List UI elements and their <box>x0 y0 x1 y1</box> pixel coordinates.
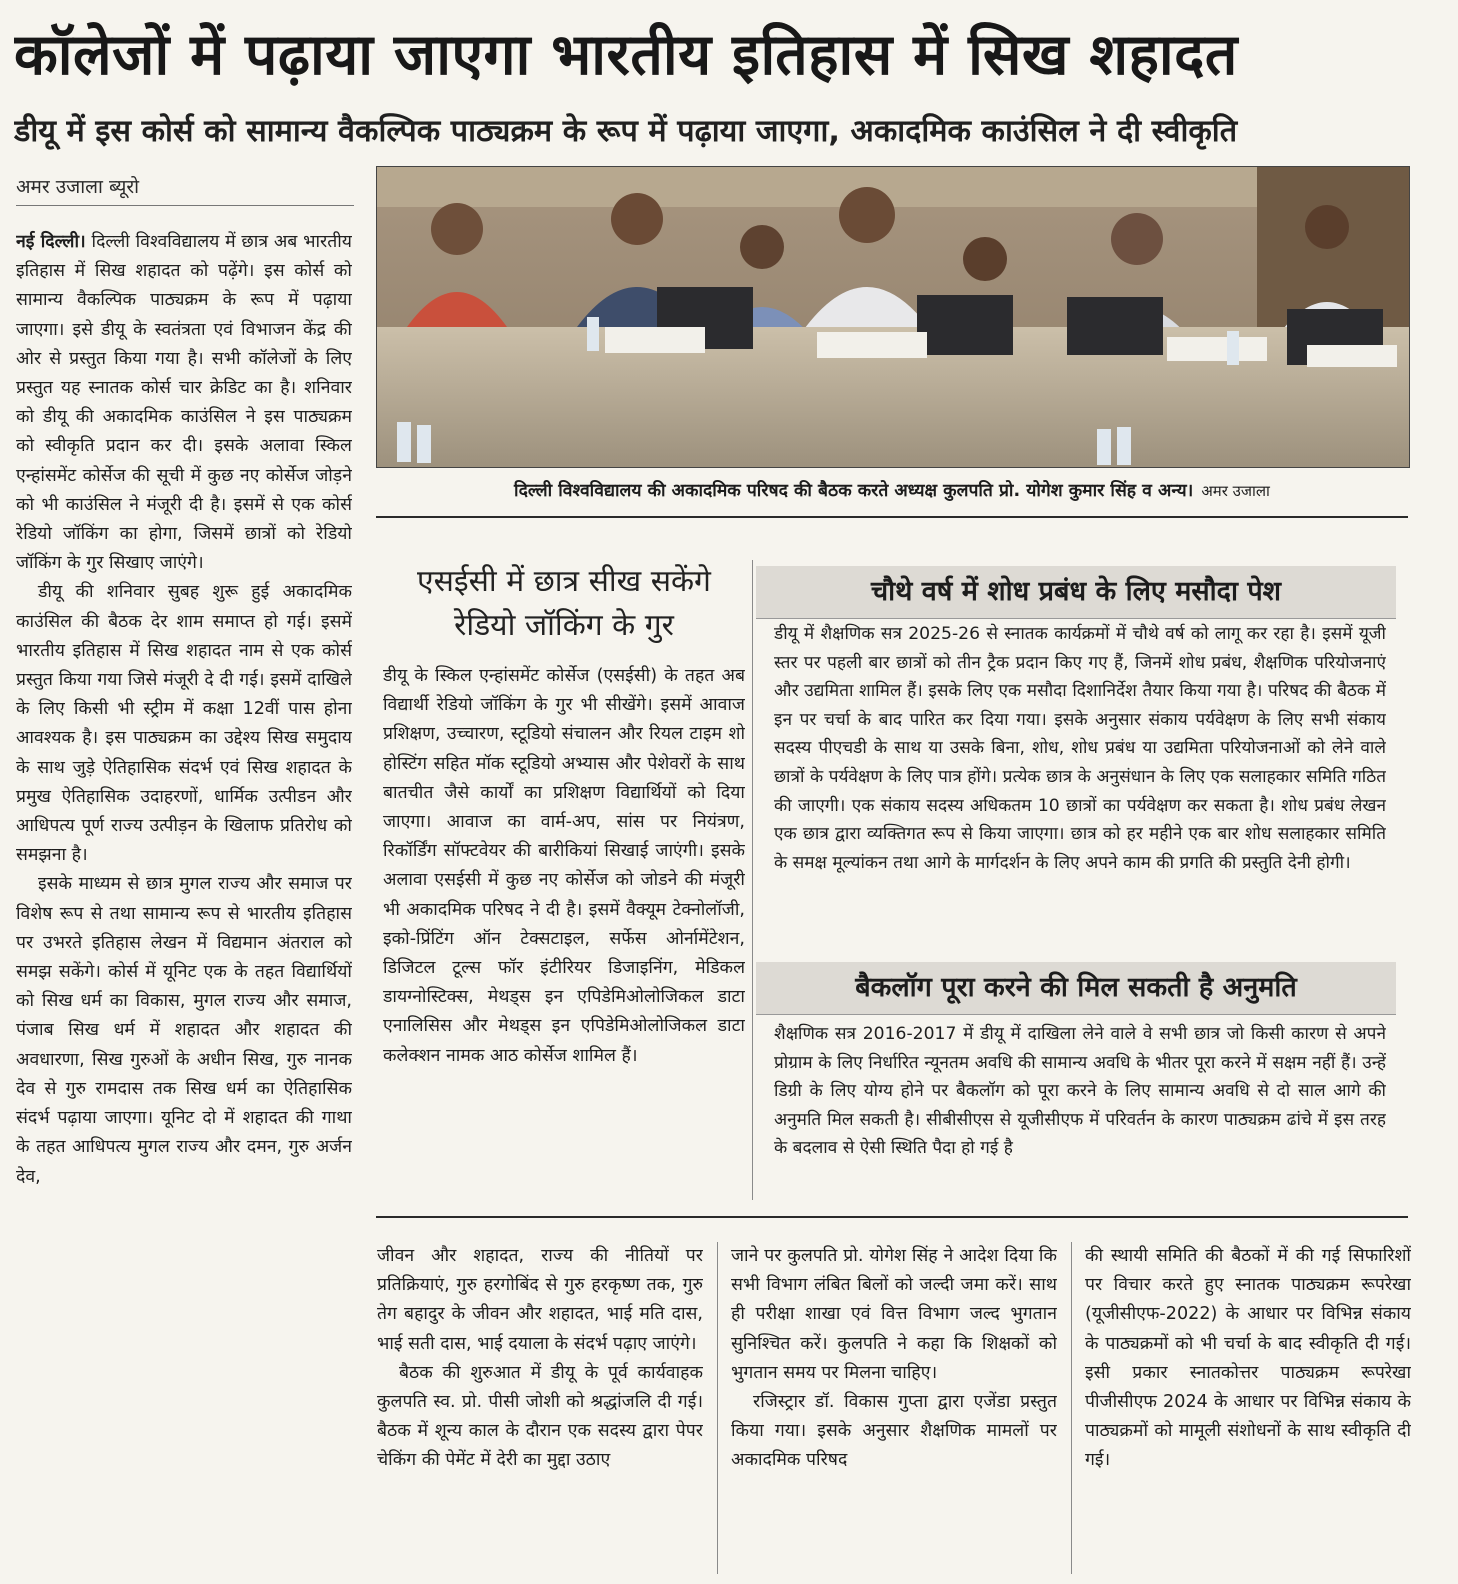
main-article-column <box>16 228 352 1578</box>
column-divider <box>717 1242 718 1574</box>
backlog-story-title: बैकलॉग पूरा करने की मिल सकती है अनुमति <box>756 962 1396 1015</box>
sec-story-body: डीयू के स्किल एन्हांसमेंट कोर्सेज (एसईसी) के तहत अब विद्यार्थी रेडियो जॉकिंग के गुर भी सीखेंगे। इसमें आवाज प्रशिक्षण, उच्चारण, स्टूडियो संचालन और रियल टाइम शो होस्टिंग सहित मॉक स्टूडियो अभ्यास और पेशेवरों के साथ बातचीत जैसे कार्यों का प्रशिक्षण विद्यार्थियों को दिया जाएगा। आवाज का वार्म-अप, सांस पर नियंत्रण, रिकॉर्डिंग सॉफ्टवेयर की बारीकियां सिखाई जाएंगी। इसके अलावा एसईसी में कुछ नए कोर्सेज को जोडने की मंजूरी भी अकादमिक परिषद ने दी है। इसमें वैक्यूम टेक्नोलॉजी, इको-प्रिंटिंग ऑन टेक्सटाइल, सर्फेस ओर्नामेंटेशन, डिजिटल टूल्स फॉर इंटीरियर डिजाइनिंग, मेडिकल डायग्नोस्टिक्स, मेथड्स इन एपिडेमिओलोजिकल डाटा एनालिसिस और मेथड्स इन एपिडेमिओलोजिकल डाटा कलेक्शन नामक आठ कोर्सेज शामिल हैं। <box>383 666 745 1066</box>
continuation-paragraph: रजिस्ट्रार डॉ. विकास गुप्ता द्वारा एजेंडा प्रस्तुत किया गया। इसके अनुसार शैक्षणिक मामलों पर अकादमिक परिषद <box>731 1392 1057 1471</box>
continuation-paragraph: जाने पर कुलपति प्रो. योगेश सिंह ने आदेश दिया कि सभी विभाग लंबित बिलों को जल्दी जमा करें। साथ ही परीक्षा शाखा एवं वित्त विभाग जल्द भुगतान सुनिश्चित करें। कुलपति ने कहा कि शिक्षकों को भुगतान समय पर मिलना चाहिए। <box>731 1246 1057 1383</box>
sec-radio-jockey-story <box>383 560 745 1200</box>
continuation-column-2 <box>731 1242 1057 1574</box>
byline: अमर उजाला ब्यूरो <box>16 176 140 198</box>
headline: कॉलेजों में पढ़ाया जाएगा भारतीय इतिहास में सिख शहादत <box>14 22 1238 88</box>
photo-caption <box>376 474 1408 508</box>
section-divider <box>376 516 1408 518</box>
dateline: नई दिल्ली। <box>16 232 86 252</box>
backlog-story-body: शैक्षणिक सत्र 2016-2017 में डीयू में दाखिला लेने वाले वे सभी छात्र जो किसी कारण से अपने प्रोग्राम के लिए निर्धारित न्यूनतम अवधि की सामान्य अवधि के भीतर पूरा करने में सक्षम नहीं हैं। उन्हें डिग्री के लिए योग्य होने पर बैकलॉग को पूरा करने के लिए सामान्य अवधि से दो साल आगे की अनुमति मिल सकती है। सीबीसीएस से यूजीसीएफ में परिवर्तन के कारण पाठ्यक्रम ढांचे में इस तरह के बदलाव से ऐसी स्थिति पैदा हो गई है <box>774 1024 1386 1159</box>
fourth-year-story-body: डीयू में शैक्षणिक सत्र 2025-26 से स्नातक कार्यक्रमों में चौथे वर्ष को लागू कर रहा है। इसमें यूजी स्तर पर पहली बार छात्रों को तीन ट्रैक प्रदान किए गए हैं, जिनमें शोध प्रबंध, शैक्षणिक परियोजनाएं और उद्यमिता शामिल हैं। इसके लिए एक मसौदा दिशानिर्देश तैयार किया गया है। परिषद की बैठक में इन पर चर्चा के बाद पारित कर दिया गया। इसके अनुसार संकाय पर्यवेक्षण के लिए सभी संकाय सदस्य पीएचडी के साथ या उसके बिना, शोध, शोध प्रबंध या उद्यमिता परियोजनाओं को लेने वाले छात्रों के पर्यवेक्षण के लिए पात्र होंगे। प्रत्येक छात्र के अनुसंधान के लिए एक सलाहकार समिति गठित की जाएगी। एक संकाय सदस्य अधिकतम 10 छात्रों का पर्यवेक्षण कर सकता है। शोध प्रबंध लेखन एक छात्र द्वारा व्यक्तिगत रूप से किया जाएगा। छात्र को हर महीने एक बार शोध सलाहकार समिति के समक्ष मूल्यांकन तथा आगे के मार्गदर्शन के लिए अपने काम की प्रगति की प्रस्तुति देनी होगी। <box>774 624 1386 873</box>
bottom-section-divider <box>376 1216 1408 1218</box>
byline-rule <box>16 205 354 206</box>
column-divider <box>752 560 753 1200</box>
continuation-column-1 <box>377 1242 703 1574</box>
meeting-photo-illustration <box>377 167 1409 467</box>
continuation-paragraph: बैठक की शुरुआत में डीयू के पूर्व कार्यवाहक कुलपति स्व. प्रो. पीसी जोशी को श्रद्धांजलि दी गई। बैठक में शून्य काल के दौरान एक सदस्य द्वारा पेपर चेकिंग की पेमेंट में देरी का मुद्दा उठाए <box>377 1362 703 1471</box>
article-paragraph: इसके माध्यम से छात्र मुगल राज्य और समाज पर विशेष रूप से तथा सामान्य रूप से भारतीय इतिहास पर उभरते इतिहास लेखन में विद्यमान अंतराल को समझ सकेंगे। कोर्स में यूनिट एक के तहत विद्यार्थियों को सिख धर्म का विकास, मुगल राज्य और समाज, पंजाब सिख धर्म में शहादत और शहादत की अवधारणा, सिख गुरुओं के अधीन सिख, गुरु नानक देव से गुरु रामदास तक सिख धर्म का ऐतिहासिक संदर्भ पढ़ाया जाएगा। यूनिट दो में शहादत की गाथा के तहत आधिपत्य मुगल राज्य और दमन, गुरु अर्जन देव, <box>16 874 352 1187</box>
sec-story-title: एसईसी में छात्र सीख सकेंगे रेडियो जॉकिंग के गुर <box>417 564 711 643</box>
photo-credit: अमर उजाला <box>1201 482 1270 500</box>
article-paragraph: डीयू की शनिवार सुबह शुरू हुई अकादमिक काउंसिल की बैठक देर शाम समाप्त हो गई। इसमें भारतीय इतिहास में सिख शहादत नाम से एक कोर्स प्रस्तुत किया गया जिसे मंजूरी दे दी गई। इसमें दाखिले के लिए किसी भी स्ट्रीम में कक्षा 12वीं पास होना आवश्यक है। इस पाठ्यक्रम का उद्देश्य सिख समुदाय के साथ जुड़े ऐतिहासिक संदर्भ एवं सिख शहादत के प्रमुख ऐतिहासिक उदाहरणों, धार्मिक उत्पीडन और आधिपत्य पूर्ण राज्य उत्पीड़न के खिलाफ प्रतिरोध को समझना है। <box>16 582 352 866</box>
photo-caption-text: दिल्ली विश्वविद्यालय की अकादमिक परिषद की बैठक करते अध्यक्ष कुलपति प्रो. योगेश कुमार सिंह व अन्य। <box>514 481 1194 501</box>
column-divider <box>1071 1242 1072 1574</box>
subheadline: डीयू में इस कोर्स को सामान्य वैकल्पिक पाठ्यक्रम के रूप में पढ़ाया जाएगा, अकादमिक काउंसिल ने दी स्वीकृति <box>14 114 1238 149</box>
meeting-photo <box>376 166 1410 468</box>
continuation-column-3 <box>1085 1242 1411 1574</box>
fourth-year-story-title: चौथे वर्ष में शोध प्रबंध के लिए मसौदा पेश <box>756 566 1396 619</box>
article-paragraph <box>16 228 352 578</box>
continuation-paragraph: जीवन और शहादत, राज्य की नीतियों पर प्रतिक्रियाएं, गुरु हरगोबिंद से गुरु हरकृष्ण तक, गुरु तेग बहादुर के जीवन और शहादत, भाई मति दास, भाई सती दास, भाई दयाला के संदर्भ पढ़ाए जाएंगे। <box>377 1246 703 1354</box>
continuation-paragraph: की स्थायी समिति की बैठकों में की गई सिफारिशों पर विचार करते हुए स्नातक पाठ्यक्रम रूपरेखा (यूजीसीएफ-2022) के आधार पर विभिन्न संकाय के पाठ्यक्रमों को भी चर्चा के बाद स्वीकृति दी गई। इसी प्रकार स्नातकोत्तर पाठ्यक्रम रूपरेखा पीजीसीएफ 2024 के आधार पर विभिन्न संकाय के पाठ्यक्रमों को मामूली संशोधनों के साथ स्वीकृति दी गई। <box>1085 1246 1411 1471</box>
article-paragraph-text: दिल्ली विश्वविद्यालय में छात्र अब भारतीय इतिहास में सिख शहादत को पढ़ेंगे। इस कोर्स को सामान्य वैकल्पिक पाठ्यक्रम के रूप में पढ़ाया जाएगा। इसे डीयू के स्वतंत्रता एवं विभाजन केंद्र की ओर से प्रस्तुत किया गया है। सभी कॉलेजों के लिए प्रस्तुत यह स्नातक कोर्स चार क्रेडिट का है। शनिवार को डीयू की अकादमिक काउंसिल ने इस पाठ्यक्रम को स्वीकृति प्रदान कर दी। इसके अलावा स्किल एन्हांसमेंट कोर्सेज की सूची में कुछ नए कोर्सेज जोड़ने को भी काउंसिल ने मंजूरी दी है। इसमें से एक कोर्स रेडियो जॉकिंग का होगा, जिसमें छात्रों को रेडियो जॉकिंग के गुर सिखाए जाएंगे। <box>16 232 352 574</box>
